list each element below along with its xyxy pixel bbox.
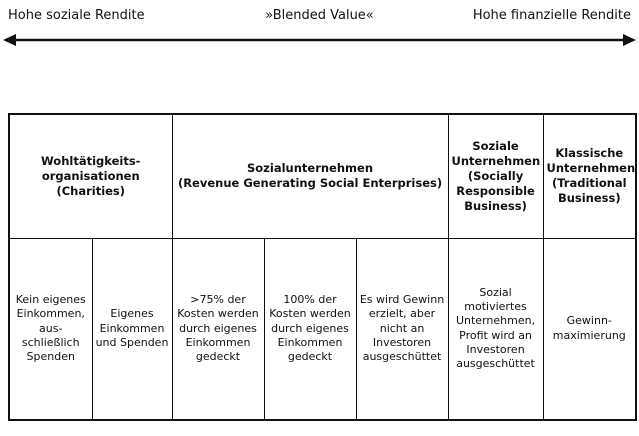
cell-profit-distributed: Sozial motiviertes Unternehmen, Profit wird an Investoren ausgeschüttet xyxy=(448,238,543,420)
double-headed-arrow-icon xyxy=(0,30,639,50)
cell-profit-maximization: Gewinn- maximierung xyxy=(543,238,636,420)
cell-own-income-and-donations: Eigenes Einkommen und Spenden xyxy=(92,238,172,420)
cell-100-percent-covered: 100% der Kosten werden durch eigenes Einkommen gedeckt xyxy=(264,238,356,420)
label-high-social-return: Hohe soziale Rendite xyxy=(8,8,145,23)
header-traditional-business: Klassische Unternehmen (Traditional Business) xyxy=(543,114,636,238)
header-charities: Wohltätigkeits- organisationen (Charities) xyxy=(9,114,172,238)
header-social-enterprises: Sozialunternehmen (Revenue Generating Social Enterprises) xyxy=(172,114,448,238)
label-blended-value: »Blended Value« xyxy=(265,8,374,23)
cell-no-own-income: Kein eigenes Einkommen, aus- schließlich Spenden xyxy=(9,238,92,420)
organization-spectrum-table xyxy=(8,113,637,421)
description-row xyxy=(9,238,636,420)
cell-profit-not-distributed: Es wird Gewinn erzielt, aber nicht an Investoren ausgeschüttet xyxy=(356,238,448,420)
category-header-row xyxy=(9,114,636,238)
header-socially-responsible-business: Soziale Unternehmen (Socially Responsible Business) xyxy=(448,114,543,238)
label-high-financial-return: Hohe finanzielle Rendite xyxy=(472,8,631,23)
cell-over-75-percent-covered: >75% der Kosten werden durch eigenes Einkommen gedeckt xyxy=(172,238,264,420)
